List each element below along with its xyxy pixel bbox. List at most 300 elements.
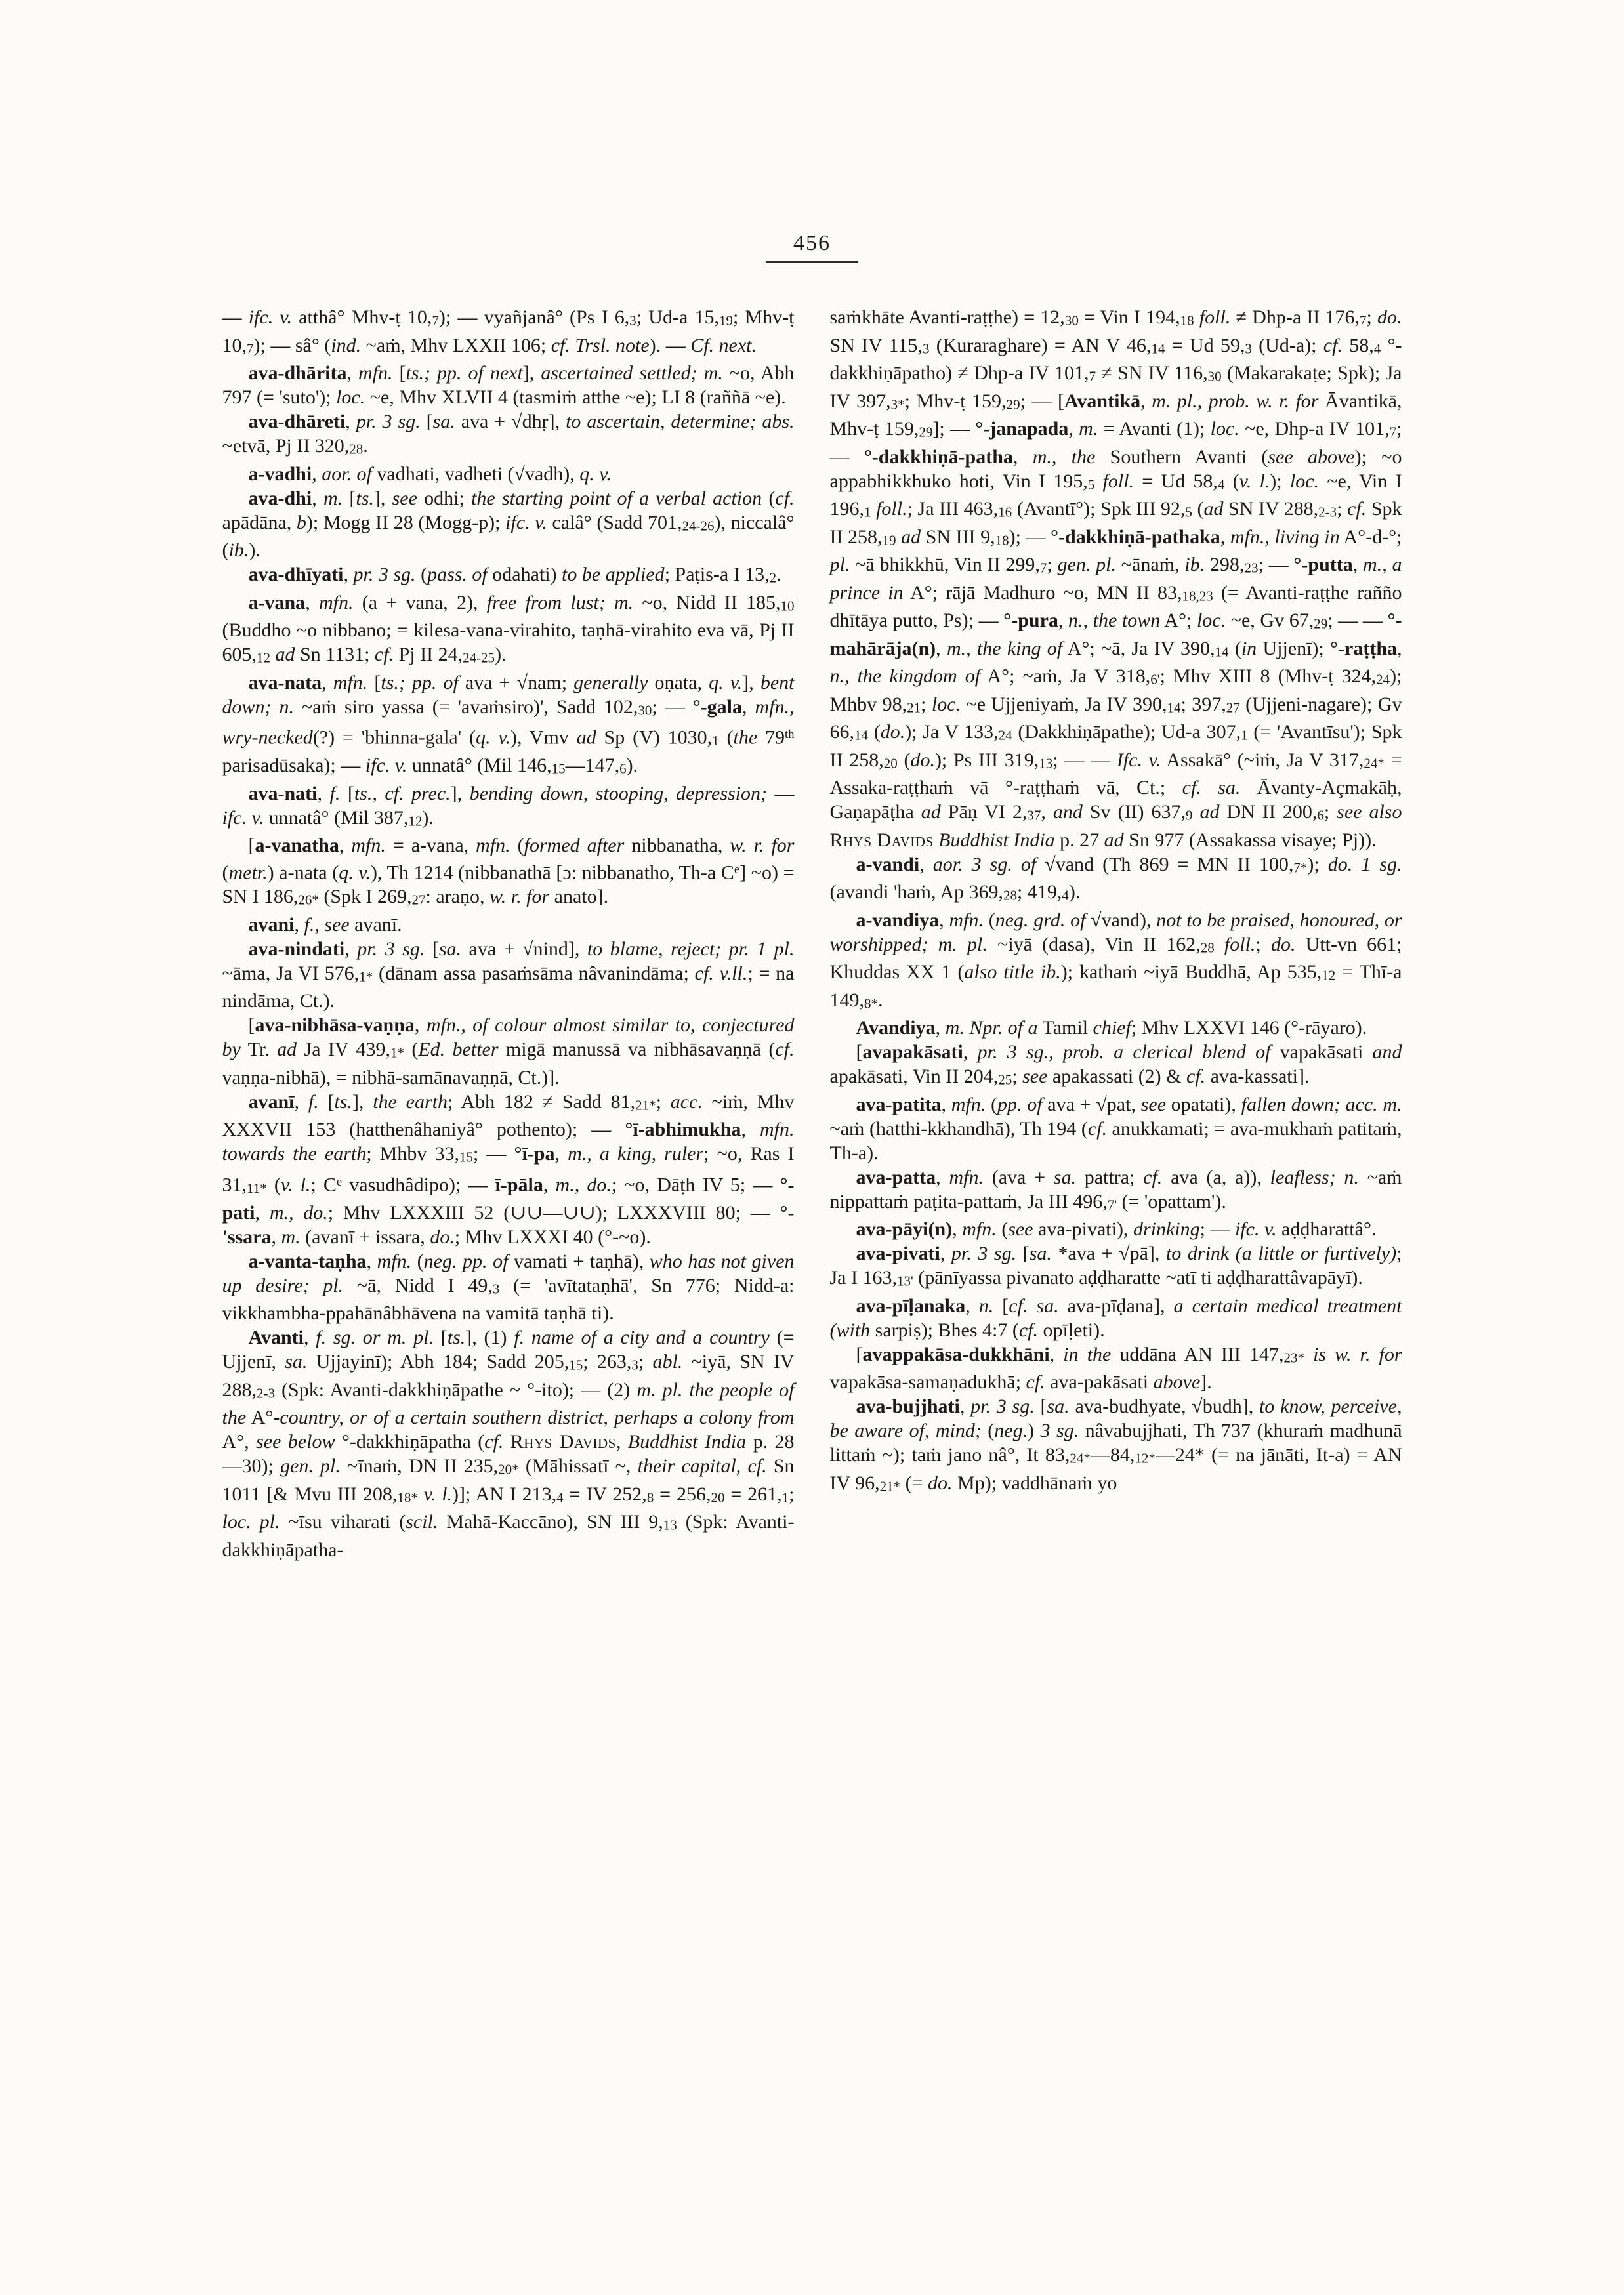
italic-run: ascertained settled; m. [541, 362, 723, 384]
line-number: 29 [1314, 615, 1328, 632]
italic-run: m., a prince in [829, 554, 1402, 604]
italic-run: bent down; n. [222, 671, 795, 718]
headword: ava-nindati [248, 938, 345, 960]
italic-run: mfn. [962, 1218, 997, 1241]
italic-run: m., do. [555, 1174, 612, 1196]
line-number: 14 [1167, 699, 1181, 716]
italic-run: q. v. [339, 861, 371, 884]
italic-run: ad [1199, 801, 1220, 823]
line-number: 6 [619, 760, 627, 777]
line-number: 3* [890, 396, 905, 413]
line-number: 3 [631, 1357, 638, 1373]
line-number: 2-3 [257, 1385, 275, 1401]
italic-run: who has not given up desire; pl. [222, 1250, 795, 1296]
italic-run: q. v. [709, 671, 743, 693]
line-number: 12 [257, 650, 270, 666]
italic-run: see [1140, 1093, 1167, 1115]
line-number: 8* [864, 995, 878, 1012]
line-number: 28 [1003, 887, 1018, 903]
line-number: 3 [922, 341, 930, 357]
dictionary-entry: [ava-nibhāsa-vaṇṇa, mfn., of colour almost similar to, conjectured by Tr. ad Ja IV 439,1* (Ed. better migā manussā va nibhāsavaṇṇā (cf. vaṇṇa-nibhā), = nibhā-samānavaṇṇā, Ct.)]. [222, 1014, 795, 1088]
italic-run: cf. v.ll. [694, 962, 748, 984]
dictionary-entry: [avappakāsa-dukkhāni, in the uddāna AN III 147,23* is w. r. for vapakāsa-samaṇadukhā; cf. ava-pakāsati above]. [829, 1343, 1402, 1394]
line-number: 14 [1215, 644, 1229, 660]
italic-run: also title ib. [964, 961, 1061, 983]
line-number: 5 [1087, 476, 1095, 493]
italic-run: sa. [285, 1351, 308, 1373]
italic-run: mfn. [333, 671, 368, 693]
line-number: 27 [411, 892, 426, 908]
italic-run: m. pl., prob. w. r. for [1152, 390, 1319, 412]
italic-run: m., the king of [946, 637, 1063, 659]
italic-run: gen. pl. [1057, 554, 1116, 576]
headword: °-raṭṭha [1330, 637, 1398, 659]
italic-run: mfn. [318, 591, 354, 613]
italic-run: cf. [374, 644, 394, 666]
line-number: 14 [854, 727, 868, 743]
italic-run: neg. pp. of [423, 1250, 509, 1272]
line-number: 18* [397, 1489, 418, 1506]
italic-run: pp. of [997, 1093, 1043, 1115]
italic-run: ad [576, 726, 596, 749]
line-number: 20 [711, 1489, 725, 1506]
italic-run: scil. [406, 1511, 438, 1533]
italic-run: mfn., wry-necked [222, 695, 795, 749]
dictionary-entry: a-vandi, aor. 3 sg. of √vand (Th 869 = MN II 100,7*); do. 1 sg. (avandi 'haṁ, Ap 369,28; 419,4). [829, 853, 1402, 903]
italic-run: to ascertain, determine; abs. [566, 411, 795, 433]
italic-run: chief [1093, 1017, 1131, 1039]
dictionary-entry: — ifc. v. atthâ° Mhv-ṭ 10,7); — vyañjanâ° (Ps I 6,3; Ud-a 15,19; Mhv-ṭ 10,7); — sâ° (ind. ~aṁ, Mhv LXXII 106; cf. Trsl. note). — Cf. next. [222, 306, 795, 357]
line-number: 12* [1135, 1450, 1156, 1466]
italic-run: mfn. [476, 835, 510, 857]
italic-run: b [296, 511, 306, 533]
italic-run: do. [928, 1472, 953, 1494]
line-number: 2-3 [1318, 504, 1337, 520]
italic-run: to know, perceive, be aware of, mind; [829, 1396, 1402, 1442]
headword: ava-dhi [248, 487, 312, 509]
italic-run: gen. pl. [280, 1455, 341, 1478]
dictionary-entry: ava-dhārita, mfn. [ts.; pp. of next], ascertained settled; m. ~o, Abh 797 (= 'suto'); loc. ~e, Mhv XLVII 4 (tasmiṁ atthe ~e); LI 8 (raññā ~e). [222, 362, 795, 409]
italic-run: v. l. [280, 1174, 311, 1196]
line-number: 1 [864, 504, 871, 520]
italic-run: pr. 3 sg. [970, 1396, 1035, 1418]
italic-run: metr. [228, 861, 268, 884]
italic-run: ind. [331, 334, 362, 356]
italic-run: generally [573, 671, 648, 693]
headword: avapakāsati [862, 1041, 963, 1064]
italic-run: pr. 3 sg. [356, 411, 421, 433]
italic-run: aor. of [322, 463, 372, 485]
line-number: 21 [907, 699, 921, 716]
line-number: 12 [1322, 967, 1336, 983]
italic-run: foll. [1224, 933, 1256, 955]
headword: avani [248, 913, 295, 936]
line-number: 1 [781, 1489, 789, 1506]
italic-run: do. [880, 721, 906, 743]
dictionary-entry: a-vana, mfn. (a + vana, 2), free from lust; m. ~o, Nidd II 185,10 (Buddho ~o nibbano; = kilesa-vana-virahito, taṇhā-virahito eva vā, Pj II 605,12 ad Sn 1131; cf. Pj II 24,24-25). [222, 591, 795, 666]
italic-run: do. 1 sg. [1327, 853, 1402, 875]
italic-run: ts. [356, 487, 374, 509]
italic-run: above [1153, 1371, 1201, 1394]
italic-run: loc. [1196, 610, 1226, 632]
italic-run: cf. [1018, 1319, 1038, 1341]
italic-run: is w. r. for [1313, 1343, 1402, 1365]
italic-run: foll. [1102, 470, 1135, 492]
italic-run: cf. [1026, 1371, 1045, 1394]
smallcaps-run: Rhys Davids [829, 829, 934, 851]
line-number: 24-25 [463, 650, 495, 666]
dictionary-entry: ava-dhi, m. [ts.], see odhi; the starting point of a verbal action (cf. apādāna, b); Mogg II 28 (Mogg-p); ifc. v. calâ° (Sadd 701,24-26), niccalâ° (ib.). [222, 487, 795, 562]
headword: °ī-pa [514, 1143, 555, 1165]
headword: Avanti [248, 1327, 304, 1349]
italic-run: pl. [829, 554, 850, 576]
italic-run: w. r. for [730, 835, 795, 857]
line-number: 15 [551, 760, 566, 777]
right-column [830, 305, 1402, 1562]
dictionary-entry: [avapakāsati, pr. 3 sg., prob. a clerical blend of vapakāsati and apakāsati, Vin II 204,25; see apakassati (2) & cf. ava-kassati]. [829, 1041, 1402, 1088]
italic-run: ad [1104, 829, 1124, 851]
dictionary-entry: ava-dhīyati, pr. 3 sg. (pass. of odahati) to be applied; Paṭis-a I 13,2. [248, 564, 781, 586]
headword: a-vandi [856, 853, 920, 875]
italic-run: ad [1203, 498, 1224, 520]
dictionary-entry: ava-nati, f. [ts., cf. prec.], bending down, stooping, depression; — ifc. v. unnatâ° (Mil 387,12). [222, 782, 795, 829]
headword: ava-nata [248, 671, 322, 693]
line-number: 23* [1283, 1350, 1304, 1366]
italic-run: ifc. v. [1234, 1218, 1277, 1241]
dictionary-entry: ava-pivati, pr. 3 sg. [sa. *ava + √pā], to drink (a little or furtively); Ja I 163,13' (pānīyassa pivanato aḍḍharatte ~atī ti aḍḍharattâvapāyī). [829, 1243, 1402, 1289]
italic-run: ts.; pp. of [381, 671, 459, 693]
headword: °-pati [222, 1174, 795, 1224]
line-number: 30 [638, 702, 652, 718]
italic-run: see [392, 487, 417, 509]
left-column [222, 305, 795, 1562]
italic-run: see [1022, 1065, 1048, 1088]
italic-run: leafless; n. [1270, 1166, 1359, 1188]
italic-run: mfn. [949, 1166, 984, 1188]
dictionary-entry: ava-nindati, pr. 3 sg. [sa. ava + √nind], to blame, reject; pr. 1 pl. ~āma, Ja VI 576,1* (dānam assa pasaṁsāma nâvanindāma; cf. v.ll.; = na nindāma, Ct.). [222, 938, 795, 1012]
line-number: 12 [408, 813, 423, 829]
line-number: 4 [556, 1489, 564, 1506]
line-number: 15 [569, 1357, 583, 1373]
line-number: 18 [995, 532, 1009, 548]
italic-run: foll. [1199, 306, 1231, 328]
smallcaps-run: Rhys Davids [510, 1431, 616, 1453]
line-number: 3 [1245, 341, 1252, 357]
italic-run: ts., cf. prec. [354, 782, 451, 804]
line-number: 1* [359, 968, 373, 985]
italic-run: q. v. [579, 463, 612, 485]
line-number: 29 [919, 424, 933, 440]
italic-run: mfn. [377, 1250, 412, 1272]
line-number: 13 [1039, 755, 1053, 772]
italic-run: mfn., of colour almost similar to, conjectured by [222, 1014, 795, 1061]
italic-run: pr. 3 sg. [353, 564, 416, 586]
italic-run: f. name of a city and a country [514, 1327, 770, 1349]
dictionary-entry: a-vanta-taṇha, mfn. (neg. pp. of vamati + taṇhā), who has not given up desire; pl. ~ā, Nidd I 49,3 (= 'avītataṇhā', Sn 776; Nidd-a: vikkhambha-ppahānâbhāvena na vamitā taṇhā ti). [222, 1250, 795, 1325]
headword: ī-pāla [495, 1174, 543, 1196]
line-number: 7* [1293, 859, 1308, 876]
line-number: 27 [1226, 699, 1240, 716]
italic-run: mfn., living in [1230, 526, 1340, 548]
line-number: 9 [1186, 807, 1193, 823]
line-number: 23 [1244, 560, 1259, 576]
italic-run: Buddhist India [938, 829, 1055, 851]
italic-run: mfn. towards the earth [222, 1119, 795, 1165]
headword: ava-patta [856, 1166, 936, 1188]
italic-run: Ifc. v. [1116, 749, 1161, 771]
italic-run: a certain medical treatment (with [829, 1294, 1402, 1341]
line-number: 4 [1217, 476, 1225, 493]
italic-run: m., do. [269, 1201, 328, 1224]
italic-run: the earth [373, 1090, 448, 1113]
line-number: 7 [1359, 312, 1367, 329]
italic-run: m., a king, ruler [568, 1143, 704, 1165]
line-number: 3 [492, 1281, 500, 1297]
italic-run: cf. [1347, 498, 1367, 520]
italic-run: pr. 3 sg. [951, 1243, 1017, 1265]
line-number: 20* [498, 1461, 519, 1478]
italic-run: free from lust; m. [486, 591, 634, 613]
line-number: 24* [1070, 1450, 1091, 1466]
line-number: 30 [1207, 368, 1222, 384]
italic-run: cf. [775, 487, 795, 509]
headword: Avandiya [856, 1017, 936, 1039]
line-number: 6 [1317, 807, 1324, 823]
italic-run: m. Npr. of a [945, 1017, 1038, 1039]
headword: °-gala [692, 695, 743, 718]
italic-run: sa. [1053, 1166, 1076, 1188]
italic-run: acc. [670, 1090, 703, 1113]
italic-run: sa. [1029, 1243, 1052, 1265]
headword: ava-dhīyati [248, 564, 344, 586]
line-number: 26* [298, 892, 319, 908]
italic-run: do. [1377, 306, 1402, 328]
dictionary-entry: ava-nata, mfn. [ts.; pp. of ava + √nam; generally oṇata, q. v.], bent down; n. ~aṁ siro yassa (= 'avaṁsiro)', Sadd 102,30; — °-gala, mfn., wry-necked(?) = 'bhinna-gala' (q. v.), Vmv ad Sp (V) 1030,1 (the 79th parisadūsaka); — ifc. v. unnatâ° (Mil 146,15—147,6). [222, 671, 795, 777]
italic-run: do. [1270, 933, 1296, 955]
line-number: 14 [1151, 341, 1165, 357]
italic-run: m., the [1032, 445, 1096, 468]
italic-run: sa. [432, 411, 455, 433]
line-number: 1* [390, 1044, 404, 1061]
italic-run: m. [323, 487, 343, 509]
italic-run: m. pl. the people of the [222, 1378, 795, 1429]
italic-run: drinking [1133, 1218, 1200, 1241]
superscript-run: e [734, 863, 740, 877]
italic-run: pass. of [427, 564, 488, 586]
line-number: 18 [1180, 312, 1194, 329]
line-number: 10 [780, 598, 795, 614]
italic-run: f. sg. or m. pl. [316, 1327, 434, 1349]
line-number: 19 [718, 312, 733, 329]
italic-run: Buddhist India [627, 1431, 747, 1453]
headword: ava-dhārita [248, 362, 347, 384]
italic-run: ifc. v. [248, 306, 292, 328]
line-number: 11* [247, 1180, 267, 1196]
italic-run: ts. [334, 1090, 352, 1113]
line-number: 7 [1089, 368, 1096, 384]
italic-run: fallen down; acc. m. [1241, 1093, 1402, 1115]
line-number: 18,23 [1182, 588, 1213, 604]
headword: ava-patita [856, 1093, 942, 1115]
line-number: 21* [879, 1478, 901, 1495]
italic-run: cf. sa. [1009, 1294, 1059, 1317]
italic-run: cf. [775, 1039, 795, 1061]
italic-run: cf. [1323, 334, 1343, 356]
italic-run: their capital, cf. [637, 1455, 767, 1478]
dictionary-entry: [a-vanatha, mfn. = a-vana, mfn. (formed after nibbanatha, w. r. for (metr.) a-nata (q. v.), Th 1214 (nibbanathā [ɔ: nibbanatho, Th-a Ce] ~o) = SN I 186,26* (Spk I 269,27: araṇo, w. r. for anato]. [222, 835, 795, 908]
italic-run: country, or of a certain southern district, perhaps a colony from [280, 1407, 795, 1429]
dictionary-entry: ava-dhāreti, pr. 3 sg. [sa. ava + √dhṛ], to ascertain, determine; abs. ~etvā, Pj II 320,28. [222, 411, 795, 457]
italic-run: to blame, reject; pr. 1 pl. [587, 938, 795, 960]
headword: ava-pivati [856, 1243, 940, 1265]
line-number: 24 [1376, 671, 1390, 688]
italic-run: f. [329, 782, 341, 804]
italic-run: w. r. for [489, 886, 550, 908]
italic-run: Cf. next. [690, 334, 757, 356]
italic-run: sa. [1047, 1396, 1070, 1418]
dictionary-entry: saṁkhāte Avanti-raṭṭhe) = 12,30 = Vin I 194,18 foll. ≠ Dhp-a II 176,7; do. SN IV 115,3 (Kuraraghare) = AN V 46,14 = Ud 59,3 (Ud-a); cf. 58,4 °-dakkhiṇāpatho) ≠ Dhp-a IV 101,7 ≠ SN IV 116,30 (Makarakaṭe; Spk); Ja IV 397,3*; Mhv-ṭ 159,29; — [Avantikā, m. pl., prob. w. r. for Āvantikā, Mhv-ṭ 159,29]; — °-janapada, m. = Avanti (1); loc. ~e, Dhp-a IV 101,7; — °-dakkhiṇā-patha, m., the Southern Avanti (see above); ~o appabhikkhuko hoti, Vin I 195,5 foll. = Ud 58,4 (v. l.); loc. ~e, Vin I 196,1 foll.; Ja III 463,16 (Avantī°); Spk III 92,5 (ad SN IV 288,2-3; cf. Spk II 258,19 ad SN III 9,18); — °-dakkhiṇā-pathaka, mfn., living in A°-d-°; pl. ~ā bhikkhū, Vin II 299,7; gen. pl. ~ānaṁ, ib. 298,23; — °-putta, m., a prince in A°; rājā Madhuro ~o, MN II 83,18,23 (= Avanti-raṭṭhe rañño dhītāya putto, Ps); — °-pura, n., the town A°; loc. ~e, Gv 67,29; — — °-mahārāja(n), m., the king of A°; ~ā, Ja IV 390,14 (in Ujjenī); °-raṭṭha, n., the kingdom of A°; ~aṁ, Ja V 318,6'; Mhv XIII 8 (Mhv-ṭ 324,24); Mhbv 98,21; loc. ~e Ujjeniyaṁ, Ja IV 390,14; 397,27 (Ujjeni-nagare); Gv 66,14 (do.); Ja V 133,24 (Dakkhiṇāpathe); Ud-a 307,1 (= 'Avantīsu'); Spk II 258,20 (do.); Ps III 319,13; — — Ifc. v. Assakā° (~iṁ, Ja V 317,24* = Assaka-raṭṭhaṁ vā °-raṭṭhaṁ vā, Ct.; cf. sa. Āvanty-Açmakāḥ, Gaṇapāṭha ad Pāṇ VI 2,37, and Sv (II) 637,9 ad DN II 200,6; see also Rhys Davids Buddhist India p. 27 ad Sn 977 (Assakassa visaye; Pj)). [829, 306, 1402, 851]
italic-run: ts.; pp. of next [406, 362, 523, 384]
italic-run: cf. [1143, 1166, 1163, 1188]
headword: a-vana [248, 591, 306, 613]
italic-run: the [733, 726, 758, 749]
headword: ava-nati [248, 782, 318, 804]
dictionary-entry: Avanti, f. sg. or m. pl. [ts.], (1) f. name of a city and a country (= Ujjenī, sa. Ujjayinī); Abh 184; Sadd 205,15; 263,3; abl. ~iyā, SN IV 288,2-3 (Spk: Avanti-dakkhiṇāpathe ~ °-ito); — (2) m. pl. the people of the A°-country, or of a certain southern district, perhaps a colony from A°, see below °-dakkhiṇāpatha (cf. Rhys Davids, Buddhist India p. 28—30); gen. pl. ~īnaṁ, DN II 235,20* (Māhissatī ~, their capital, cf. Sn 1011 [& Mvu III 208,18* v. l.)]; AN I 213,4 = IV 252,8 = 256,20 = 261,1; loc. pl. ~īsu viharati (scil. Mahā-Kaccāno), SN III 9,13 (Spk: Avanti-dakkhiṇāpatha- [222, 1327, 795, 1561]
italic-run: ifc. v. [505, 511, 547, 533]
italic-run: m. [1079, 418, 1098, 440]
headword: ava-dhāreti [248, 411, 346, 433]
italic-run: bending down, stooping, depression; [469, 782, 768, 804]
line-number: 20 [883, 755, 898, 772]
italic-run: f., see [304, 913, 350, 936]
italic-run: ad [901, 526, 921, 548]
italic-run: loc. pl. [222, 1511, 280, 1533]
headword: °-janapada [975, 418, 1069, 440]
italic-run: sa. [438, 938, 461, 960]
headword: ava-pāyi(n) [856, 1218, 953, 1241]
line-number: 30 [1064, 312, 1079, 329]
italic-run: cf. [484, 1431, 504, 1453]
line-number: 4 [1373, 341, 1381, 357]
italic-run: aor. 3 sg. of [932, 853, 1037, 875]
italic-run: abl. [652, 1351, 683, 1373]
italic-run: ts. [447, 1327, 466, 1349]
line-number: 28 [349, 441, 364, 457]
line-number: 15 [459, 1149, 473, 1165]
dictionary-entry: avanī, f. [ts.], the earth; Abh 182 ≠ Sadd 81,21*; acc. ~iṁ, Mhv XXXVII 153 (hatthenâhaniyâ° pothento); — °ī-abhimukha, mfn. towards the earth; Mhbv 33,15; — °ī-pa, m., a king, ruler; ~o, Ras I 31,11* (v. l.; Ce vasudhâdipo); — ī-pāla, m., do.; ~o, Dāṭh IV 5; — °-pati, m., do.; Mhv LXXXIII 52 (∪∪—∪∪); LXXXVIII 80; — °-'ssara, m. (avanī + issara, do.; Mhv LXXXI 40 (°-~o). [222, 1090, 795, 1248]
superscript-run: e [336, 1174, 343, 1189]
italic-run: pr. 3 sg. [357, 938, 425, 960]
line-number: 1 [712, 733, 719, 749]
dictionary-entry: ava-patita, mfn. (pp. of ava + √pat, see opatati), fallen down; acc. m. ~aṁ (hatthi-kkhandhā), Th 194 (cf. anukkamati; = ava-mukhaṁ patitaṁ, Th-a). [829, 1093, 1402, 1164]
headword: a-vanta-taṇha [248, 1250, 367, 1272]
headword: ava-bujjhati [856, 1396, 960, 1418]
line-number: 7 [432, 312, 439, 329]
line-number: 1 [1241, 727, 1248, 743]
line-number: 7' [1107, 1197, 1117, 1213]
dictionary-entry: a-vandiya, mfn. (neg. grd. of √vand), not to be praised, honoured, or worshipped; m. pl. ~iyā (dasa), Vin II 162,28 foll.; do. Utt-vn 661; Khuddas XX 1 (also title ib.); kathaṁ ~iyā Buddhā, Ap 535,12 = Thī-a 149,8*. [829, 909, 1402, 1012]
line-number: 24* [1364, 755, 1385, 772]
page-header [0, 0, 1624, 263]
dictionary-entry: a-vadhi, aor. of vadhati, vadheti (√vadh), q. v. [248, 463, 612, 485]
italic-run: cf. [1186, 1065, 1206, 1088]
line-number: 7 [1039, 560, 1047, 576]
line-number: 21* [635, 1097, 656, 1113]
italic-run: q. v. [476, 726, 510, 749]
headword: ava-nibhāsa-vaṇṇa [255, 1014, 415, 1037]
headword: ava-pīḷanaka [856, 1294, 966, 1317]
line-number: 3 [629, 312, 636, 329]
line-number: 25 [998, 1071, 1012, 1088]
italic-run: mfn. [358, 362, 393, 384]
italic-run: loc. [1210, 418, 1239, 440]
italic-run: and [1052, 801, 1083, 823]
line-number: 5 [1185, 504, 1192, 520]
line-number: 19 [882, 532, 896, 548]
italic-run: neg. [994, 1420, 1028, 1442]
italic-run: cf. [1087, 1117, 1107, 1140]
line-number: 13' [896, 1273, 913, 1289]
italic-run: to drink (a little or furtively) [1166, 1243, 1397, 1265]
headword: °ī-abhimukha [625, 1119, 741, 1141]
italic-run: do. [910, 749, 935, 771]
headword: avappakāsa-dukkhāni [862, 1343, 1050, 1365]
italic-run: m. [281, 1226, 301, 1248]
italic-run: cf. Trsl. note [551, 334, 650, 356]
line-number: 4 [1062, 887, 1069, 903]
italic-run: ib. [228, 539, 249, 562]
line-number: 8 [646, 1489, 654, 1506]
dictionary-entry: ava-patta, mfn. (ava + sa. pattra; cf. ava (a, a)), leafless; n. ~aṁ nippattaṁ paṭita-pattaṁ, Ja III 496,7' (= 'opattam'). [829, 1166, 1402, 1213]
italic-run: n., the kingdom of [829, 665, 981, 688]
headword: °-pura [1003, 610, 1058, 632]
dictionary-entry: ava-bujjhati, pr. 3 sg. [sa. ava-budhyate, √budh], to know, perceive, be aware of, mind; (neg.) 3 sg. nâvabujjhati, Th 737 (khuraṁ madhunā littaṁ ~); taṁ jano nâ°, It 83,24*—84,12*—24* (= na jānāti, It-a) = AN IV 96,21* (= do. Mp); vaddhānaṁ yo [829, 1396, 1402, 1495]
dictionary-entry: avani, f., see avanī. [248, 913, 402, 936]
headword: °-dakkhiṇā-pathaka [1051, 526, 1220, 548]
italic-run: ad [921, 801, 941, 823]
dictionary-entry: ava-pāyi(n), mfn. (see ava-pivati), drinking; — ifc. v. aḍḍharattâ°. [856, 1218, 1377, 1241]
headword: a-vandiya [856, 909, 940, 931]
italic-run: loc. [336, 386, 365, 409]
headword: Avantikā [1064, 390, 1141, 412]
italic-run: mfn. [951, 1093, 986, 1115]
italic-run: mfn. [949, 909, 984, 931]
italic-run: not to be praised, honoured, or worshipped; m. pl. [829, 909, 1402, 955]
italic-run: ad [277, 1039, 297, 1061]
italic-run: do. [430, 1226, 455, 1248]
headword: °-mahārāja(n) [829, 610, 1402, 659]
italic-run: in [1241, 637, 1257, 659]
dictionary-entry: Avandiya, m. Npr. of a Tamil chief; Mhv LXXVI 146 (°-rāyaro). [856, 1017, 1367, 1039]
dictionary-entry: ava-pīḷanaka, n. [cf. sa. ava-pīḍana], a certain medical treatment (with sarpiṣ); Bhes 4:7 (cf. opīḷeti). [829, 1294, 1402, 1341]
page-number: 456 [766, 231, 858, 263]
headword: °-dakkhiṇā-patha [864, 445, 1013, 468]
line-number: 24-26 [682, 518, 715, 534]
italic-run: n. [978, 1294, 994, 1317]
italic-run: Ed. better [418, 1039, 499, 1061]
italic-run: ad [275, 644, 295, 666]
italic-run: and [1372, 1041, 1402, 1064]
italic-run: f. [308, 1090, 319, 1113]
italic-run: see [1008, 1218, 1033, 1241]
italic-run: neg. grd. of [995, 909, 1086, 931]
italic-run: in the [1063, 1343, 1112, 1365]
italic-run: ifc. v. [222, 806, 264, 829]
line-number: 6' [1150, 671, 1160, 688]
headword: °-putta [1293, 554, 1353, 576]
line-number: 24 [998, 727, 1012, 743]
line-number: 7 [1389, 424, 1397, 440]
